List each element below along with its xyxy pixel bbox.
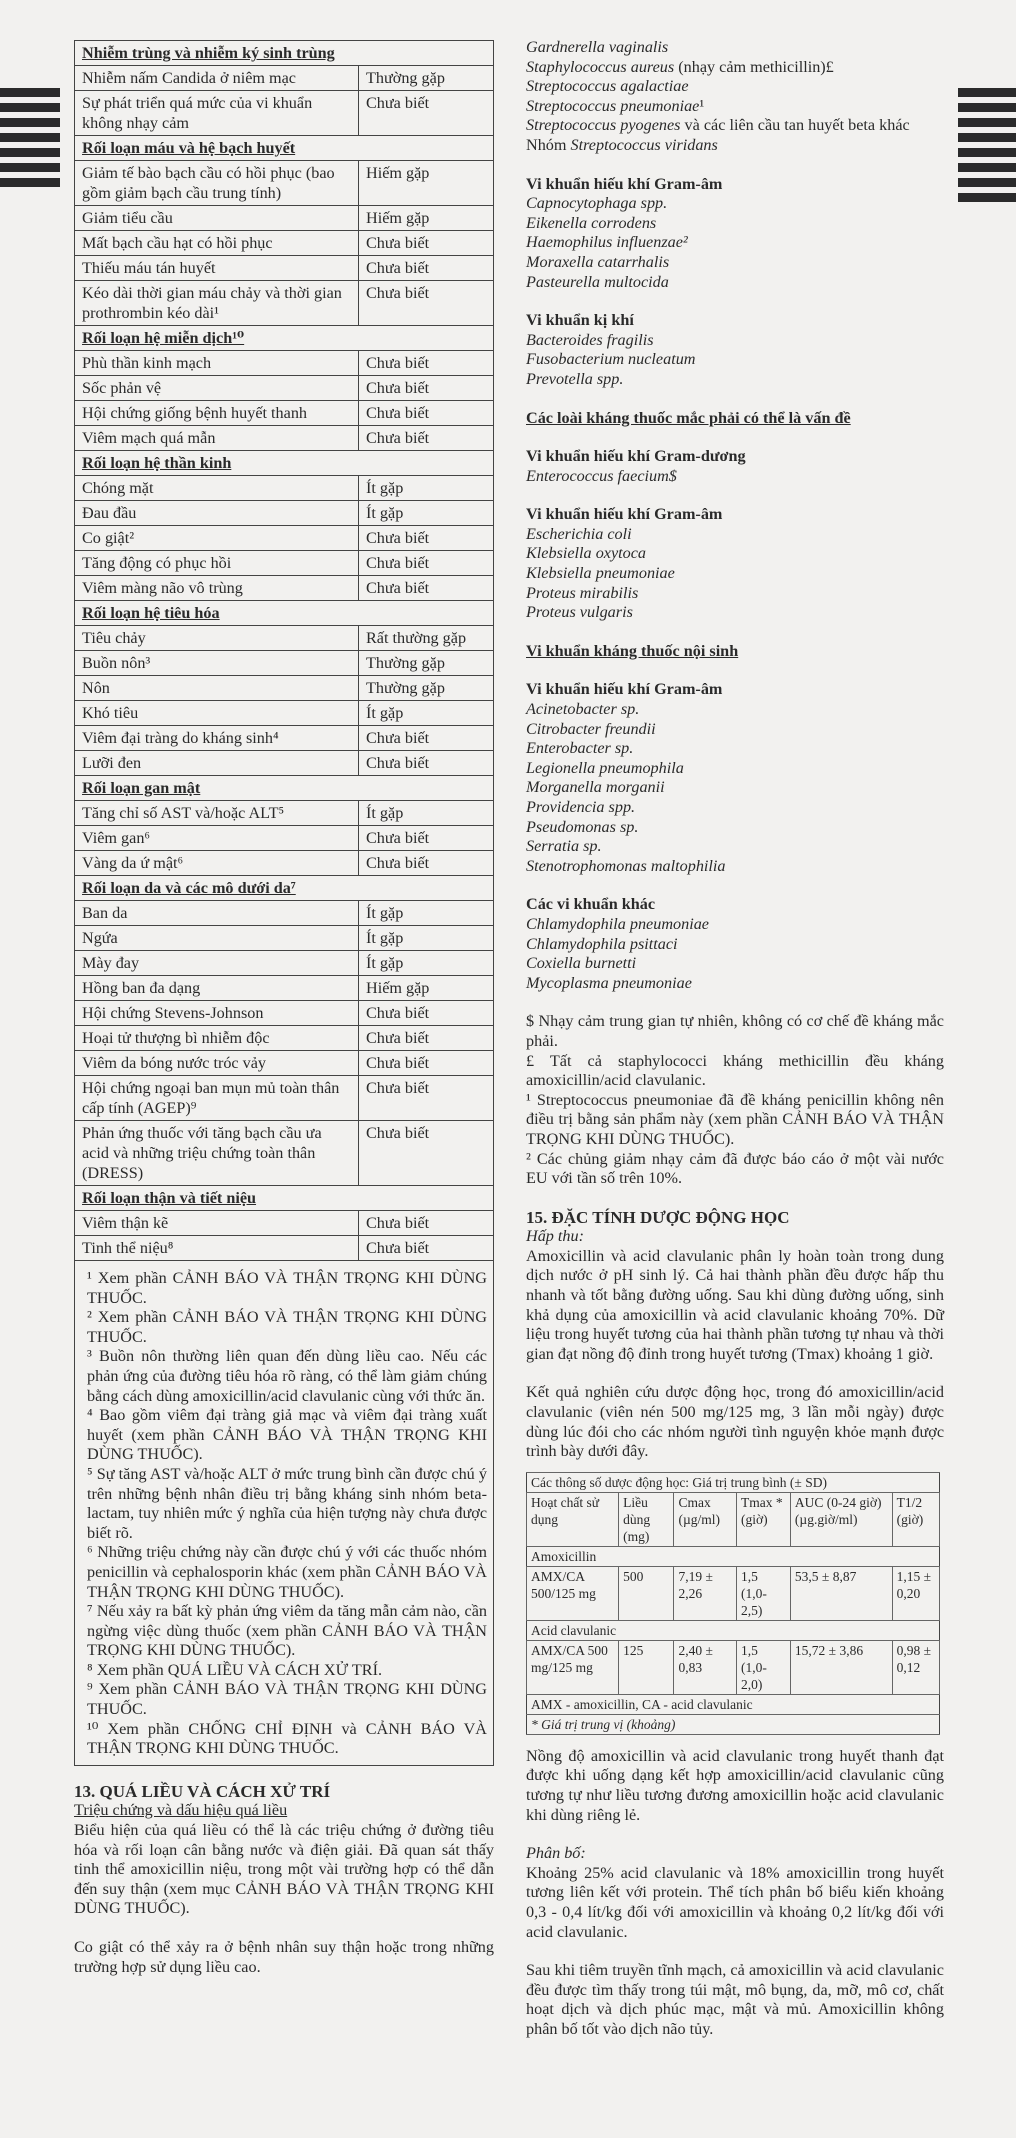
effect-frequency: Chưa biết (359, 851, 494, 876)
bacteria-item: Capnocytophaga spp. (526, 194, 668, 213)
table-row (75, 426, 494, 451)
effect-frequency: Thường gặp (359, 651, 494, 676)
acquired-resistance-heading: Các loài kháng thuốc mắc phải có thể là vấn đề (526, 408, 851, 427)
bacteria-item: Morganella morganii (526, 778, 665, 797)
effect-frequency: Rất thường gặp (359, 626, 494, 651)
table-row (75, 1121, 494, 1186)
overdose-title: 13. QUÁ LIỀU VÀ CÁCH XỬ TRÍ (74, 1781, 331, 1801)
table-row (75, 726, 494, 751)
effect-frequency: Ít gặp (359, 951, 494, 976)
effect-frequency: Chưa biết (359, 401, 494, 426)
bacteria-note: (nhạy cảm methicillin)£ (674, 57, 834, 76)
bacteria-item: Mycoplasma pneumoniae (526, 973, 692, 992)
pk-cell: 0,98 ± 0,12 (892, 1640, 939, 1694)
table-section-row (75, 601, 494, 626)
pk-table-caption: Các thông số dược động học: Giá trị trung bình (± SD) (527, 1472, 940, 1492)
table-row (75, 256, 494, 281)
pk-cell: 125 (619, 1640, 674, 1694)
table-row (75, 801, 494, 826)
effect-name: Giảm tế bào bạch cầu có hồi phục (bao gồm giảm bạch cầu trung tính) (75, 161, 359, 206)
bacteria-item: Citrobacter freundii (526, 719, 656, 738)
overdose-paragraph-2: Co giật có thể xảy ra ở bệnh nhân suy thận hoặc trong những trường hợp sử dụng liều cao. (74, 1938, 494, 1976)
bacteria-item: Stenotrophomonas maltophilia (526, 856, 726, 875)
effect-frequency: Chưa biết (359, 826, 494, 851)
effect-frequency: Chưa biết (359, 751, 494, 776)
table-section-row (75, 136, 494, 161)
pk-cell: AMX/CA 500 mg/125 mg (527, 1640, 619, 1694)
overdose-section (74, 1782, 494, 1977)
bacteria-item: Acinetobacter sp. (526, 700, 640, 719)
effect-name: Ngứa (75, 926, 359, 951)
pk-parameters-table (526, 1472, 940, 1735)
bacteria-item: Providencia spp. (526, 798, 636, 816)
effect-name: Viêm màng não vô trùng (75, 576, 359, 601)
inh-gram-neg-heading: Vi khuẩn hiếu khí Gram-âm (526, 680, 723, 699)
pk-table-row (527, 1640, 940, 1694)
table-row (75, 376, 494, 401)
effect-name: Buồn nôn³ (75, 651, 359, 676)
effect-frequency: Chưa biết (359, 551, 494, 576)
color-bar-left (0, 88, 60, 193)
table-row (75, 1236, 494, 1261)
effect-name: Viêm đại tràng do kháng sinh⁴ (75, 726, 359, 751)
table-row (75, 1026, 494, 1051)
pk-cell: 7,19 ± 2,26 (674, 1566, 736, 1620)
effect-name: Viêm da bóng nước tróc vảy (75, 1051, 359, 1076)
effect-name: Khó tiêu (75, 701, 359, 726)
bacteria-item: Enterobacter sp. (526, 739, 634, 758)
bacteria-item (526, 97, 944, 117)
table-row (75, 951, 494, 976)
pk-cell: 53,5 ± 8,87 (790, 1566, 892, 1620)
effect-name: Sự phát triển quá mức của vi khuẩn không nhạy cảm (75, 91, 359, 136)
effect-frequency: Chưa biết (359, 351, 494, 376)
table-row (75, 281, 494, 326)
bacteria-item: Klebsiella oxytoca (526, 544, 647, 563)
bacteria-name: Streptococcus pneumoniae (526, 96, 700, 115)
bacteria-item: Klebsiella pneumoniae (526, 564, 675, 583)
pk-group-clavulanic: Acid clavulanic (527, 1620, 940, 1640)
inh-gram-neg-list (526, 700, 944, 876)
effect-frequency: Thường gặp (359, 66, 494, 91)
effect-frequency: Chưa biết (359, 1121, 494, 1186)
bacteria-item: Chlamydophila psittaci (526, 934, 678, 953)
footnote: ⁷ Nếu xảy ra bất kỳ phản ứng viêm da tăng mẫn cảm nào, cần ngừng việc dùng thuốc (xem phần CẢNH BÁO VÀ THẬN TRỌNG KHI DÙNG THUỐC). (87, 1602, 487, 1660)
acq-gram-neg-list (526, 525, 944, 623)
bacteria-footnote: $ Nhạy cảm trung gian tự nhiên, không có cơ chế đề kháng mắc phải. (526, 1012, 944, 1050)
effect-frequency: Chưa biết (359, 376, 494, 401)
acq-gram-pos-heading: Vi khuẩn hiếu khí Gram-dương (526, 447, 746, 466)
bacteria-item: Bacteroides fragilis (526, 330, 654, 349)
table-row (75, 1211, 494, 1236)
effect-name: Hồng ban đa dạng (75, 976, 359, 1001)
effect-frequency: Thường gặp (359, 676, 494, 701)
effect-name: Thiếu máu tán huyết (75, 256, 359, 281)
pk-table-footnote-2: * Giá trị trung vị (khoảng) (527, 1714, 940, 1734)
pk-cell: T1/2 (giờ) (892, 1492, 939, 1546)
effect-name: Viêm gan⁶ (75, 826, 359, 851)
bacteria-prefix: Nhóm (526, 135, 571, 154)
bacteria-item: Moraxella catarrhalis (526, 252, 670, 271)
footnote: ² Xem phần CẢNH BÁO VÀ THẬN TRỌNG KHI DÙNG THUỐC. (87, 1308, 487, 1346)
effect-name: Viêm mạch quá mẫn (75, 426, 359, 451)
bacteria-item: Proteus mirabilis (526, 583, 639, 602)
effect-frequency: Chưa biết (359, 1051, 494, 1076)
bacteria-item: Fusobacterium nucleatum (526, 350, 696, 369)
bacteria-item (526, 136, 944, 156)
effect-frequency: Chưa biết (359, 1076, 494, 1121)
acq-gram-neg-heading: Vi khuẩn hiếu khí Gram-âm (526, 505, 723, 524)
effect-frequency: Hiếm gặp (359, 976, 494, 1001)
bacteria-note: và các liên cầu tan huyết beta khác (680, 116, 910, 135)
pk-paragraph-5: Sau khi tiêm truyền tĩnh mạch, cả amoxicillin và acid clavulanic đều được tìm thấy trong túi mật, mô bụng, da, mỡ, mô cơ, chất hoạt dịch và dịch phúc mạc, mật và mủ. Amoxicillin không phân bố tốt vào dịch não tủy. (526, 1961, 944, 2038)
table-row (75, 161, 494, 206)
table-row (75, 501, 494, 526)
effect-frequency: Ít gặp (359, 926, 494, 951)
section-heading: Rối loạn hệ miễn dịch¹⁰ (75, 326, 494, 351)
effect-name: Vàng da ứ mật⁶ (75, 851, 359, 876)
overdose-paragraph-1: Biểu hiện của quá liều có thể là các triệu chứng ở đường tiêu hóa và rối loạn cân bằng nước và điện giải. Đã quan sát thấy tinh thể amoxicillin niệu, trong một vài trường hợp có thể dẫn đến suy thận (xem mục CẢNH BÁO VÀ THẬN TRỌNG KHI DÙNG THUỐC). (74, 1821, 494, 1918)
effect-name: Ban da (75, 901, 359, 926)
acq-gram-pos-list (526, 467, 944, 487)
pk-cell: Cmax (µg/ml) (674, 1492, 736, 1546)
bacteria-item: Coxiella burnetti (526, 954, 637, 973)
left-column (74, 40, 494, 1977)
effect-name: Phù thần kinh mạch (75, 351, 359, 376)
footnote: ³ Buồn nôn thường liên quan đến dùng liều cao. Nếu các phản ứng của đường tiêu hóa rõ ràng, có thể làm giảm chúng bằng cách dùng amoxicillin/acid clavulanic cùng với thức ăn. (87, 1347, 487, 1405)
table-row (75, 1001, 494, 1026)
bacteria-name: Gardnerella vaginalis (526, 38, 669, 56)
table-row (75, 476, 494, 501)
effect-name: Chóng mặt (75, 476, 359, 501)
section-heading: Nhiễm trùng và nhiễm ký sinh trùng (75, 41, 494, 66)
pk-paragraph-4: Khoảng 25% acid clavulanic và 18% amoxicillin trong huyết tương liên kết với protein. Thể tích phân bố biểu kiến khoảng 0,3 - 0,4 lít/kg đối với amoxicillin và khoảng 0,2 lít/kg đối với acid clavulanic. (526, 1863, 944, 1941)
table-row (75, 626, 494, 651)
bacteria-item: Proteus vulgaris (526, 603, 633, 622)
footnote: ⁶ Những triệu chứng này cần được chú ý với các thuốc nhóm penicillin và cephalosporin khác (xem phần CẢNH BÁO VÀ THẬN TRỌNG KHI DÙNG THUỐC). (87, 1543, 487, 1601)
pk-paragraph-2: Kết quả nghiên cứu dược động học, trong đó amoxicillin/acid clavulanic (viên nén 500 mg/125 mg, 3 lần mỗi ngày) được dùng lúc đói cho các nhóm người tình nguyện khỏe mạnh được trình bày dưới đây. (526, 1383, 944, 1461)
pk-table-row (527, 1566, 940, 1620)
table-row (75, 826, 494, 851)
pk-cell: 500 (619, 1566, 674, 1620)
effect-name: Hội chứng Stevens-Johnson (75, 1001, 359, 1026)
effect-name: Giảm tiểu cầu (75, 206, 359, 231)
bacteria-item (526, 58, 944, 78)
bacteria-name: Streptococcus pyogenes (526, 116, 681, 135)
bacteria-item: Eikenella corrodens (526, 213, 657, 232)
effect-frequency: Chưa biết (359, 1001, 494, 1026)
pk-cell: 1,5 (1,0-2,5) (736, 1566, 790, 1620)
right-column (526, 38, 944, 2040)
bacteria-note: ¹ (699, 96, 705, 115)
table-row (75, 701, 494, 726)
table-row (75, 751, 494, 776)
absorption-label: Hấp thu: (526, 1227, 584, 1246)
pk-cell: Liều dùng (mg) (619, 1492, 674, 1546)
adverse-effects-table (74, 40, 494, 1261)
table-section-row (75, 776, 494, 801)
pk-table-header (527, 1492, 940, 1546)
table-row (75, 651, 494, 676)
effect-name: Tiêu chảy (75, 626, 359, 651)
bacteria-name: Streptococcus agalactiae (526, 77, 689, 96)
section-heading: Rối loạn da và các mô dưới da⁷ (75, 876, 494, 901)
other-bacteria-list (526, 915, 944, 993)
effect-frequency: Chưa biết (359, 281, 494, 326)
table-row (75, 66, 494, 91)
effect-frequency: Chưa biết (359, 576, 494, 601)
effect-frequency: Chưa biết (359, 1211, 494, 1236)
section-heading: Rối loạn hệ thần kinh (75, 451, 494, 476)
section-heading: Rối loạn gan mật (75, 776, 494, 801)
anaerobic-list (526, 331, 944, 390)
effect-frequency: Hiếm gặp (359, 161, 494, 206)
effect-name: Tăng chỉ số AST và/hoặc ALT⁵ (75, 801, 359, 826)
table-section-row (75, 876, 494, 901)
bacteria-item: Prevotella spp. (526, 369, 624, 388)
effect-name: Mất bạch cầu hạt có hồi phục (75, 231, 359, 256)
gram-neg-aerobic-list (526, 194, 944, 292)
gram-neg-aerobic-heading: Vi khuẩn hiếu khí Gram-âm (526, 174, 723, 193)
footnote: ⁹ Xem phần CẢNH BÁO VÀ THẬN TRỌNG KHI DÙNG THUỐC. (87, 1680, 487, 1719)
pk-title: 15. ĐẶC TÍNH DƯỢC ĐỘNG HỌC (526, 1207, 790, 1227)
effect-frequency: Chưa biết (359, 726, 494, 751)
bacteria-footnote: £ Tất cả staphylococci kháng methicillin đều kháng amoxicillin/acid clavulanic. (526, 1051, 944, 1090)
pk-cell: 1,15 ± 0,20 (892, 1566, 939, 1620)
table-row (75, 231, 494, 256)
table-section-row (75, 41, 494, 66)
effect-name: Nôn (75, 676, 359, 701)
distribution-label: Phân bố: (526, 1844, 586, 1863)
other-bacteria-heading: Các vi khuẩn khác (526, 895, 656, 914)
bacteria-item: Haemophilus influenzae² (526, 233, 688, 252)
effect-frequency: Chưa biết (359, 91, 494, 136)
table-row (75, 1051, 494, 1076)
pk-cell: Hoạt chất sử dụng (527, 1492, 619, 1546)
bacteria-item: Enterococcus faecium$ (526, 466, 677, 485)
effect-name: Kéo dài thời gian máu chảy và thời gian prothrombin kéo dài¹ (75, 281, 359, 326)
table-row (75, 851, 494, 876)
pk-paragraph-3: Nồng độ amoxicillin và acid clavulanic trong huyết thanh đạt được khi uống dạng kết hợp amoxicillin/acid clavulanic cũng tương tự như liều tương đương amoxicillin hoặc acid clavulanic khi dùng riêng lẻ. (526, 1746, 944, 1824)
table-row (75, 91, 494, 136)
footnote: ¹⁰ Xem phần CHỐNG CHỈ ĐỊNH và CẢNH BÁO VÀ THẬN TRỌNG KHI DÙNG THUỐC. (87, 1719, 487, 1758)
table-row (75, 526, 494, 551)
effect-name: Hội chứng giống bệnh huyết thanh (75, 401, 359, 426)
effect-name: Mày đay (75, 951, 359, 976)
anaerobic-heading: Vi khuẩn kị khí (526, 311, 634, 330)
effect-frequency: Chưa biết (359, 256, 494, 281)
section-heading: Rối loạn thận và tiết niệu (75, 1186, 494, 1211)
footnote: ⁸ Xem phần QUÁ LIỀU VÀ CÁCH XỬ TRÍ. (87, 1660, 383, 1679)
bacteria-item: Escherichia coli (526, 524, 632, 543)
effect-frequency: Chưa biết (359, 526, 494, 551)
table-row (75, 926, 494, 951)
effect-name: Hội chứng ngoại ban mụn mủ toàn thân cấp tính (AGEP)⁹ (75, 1076, 359, 1121)
overdose-subtitle: Triệu chứng và dấu hiệu quá liều (74, 1801, 288, 1820)
effect-frequency: Chưa biết (359, 426, 494, 451)
table-row (75, 351, 494, 376)
table-row (75, 1076, 494, 1121)
effect-frequency: Chưa biết (359, 1236, 494, 1261)
effect-name: Viêm thận kẽ (75, 1211, 359, 1236)
bacteria-item: Pasteurella multocida (526, 272, 669, 291)
color-bar-right (958, 88, 1016, 208)
effect-name: Lưỡi đen (75, 751, 359, 776)
effect-name: Đau đầu (75, 501, 359, 526)
effect-name: Nhiễm nấm Candida ở niêm mạc (75, 66, 359, 91)
bacteria-item: Chlamydophila pneumoniae (526, 914, 709, 933)
bacteria-item: Legionella pneumophila (526, 758, 684, 777)
section-heading: Rối loạn máu và hệ bạch huyết (75, 136, 494, 161)
pk-cell: Tmax * (giờ) (736, 1492, 790, 1546)
footnote: ¹ Xem phần CẢNH BÁO VÀ THẬN TRỌNG KHI DÙNG THUỐC. (87, 1269, 487, 1307)
pk-cell: 1,5 (1,0-2,0) (736, 1640, 790, 1694)
effect-name: Phản ứng thuốc với tăng bạch cầu ưa acid và những triệu chứng toàn thân (DRESS) (75, 1121, 359, 1186)
pk-paragraph-1: Amoxicillin và acid clavulanic phân ly hoàn toàn trong dung dịch nước ở pH sinh lý. Cả hai thành phần đều được hấp thu nhanh và tốt bằng đường uống. Sau khi dùng đường uống, sinh khả dụng của amoxicillin và acid clavulanic khoảng 70%. Dữ liệu trong huyết tương của hai thành phần tương tự nhau và thời gian đạt nồng độ đỉnh trong huyết tương (Tmax) khoảng 1 giờ. (526, 1246, 944, 1363)
table-row (75, 206, 494, 231)
adverse-effects-notes (74, 1261, 494, 1766)
bacteria-item: Serratia sp. (526, 837, 602, 856)
table-row (75, 401, 494, 426)
footnote: ⁵ Sự tăng AST và/hoặc ALT ở mức trung bình cần được chú ý trên những bệnh nhân điều trị bằng kháng sinh nhóm beta-lactam, tuy nhiên mức ý nghĩa của hiện tượng này chưa được biết rõ. (87, 1464, 487, 1542)
bacteria-item: Pseudomonas sp. (526, 817, 639, 836)
table-row (75, 676, 494, 701)
effect-frequency: Ít gặp (359, 476, 494, 501)
bacteria-footnotes (526, 1012, 944, 1188)
effect-name: Hoại tử thượng bì nhiễm độc (75, 1026, 359, 1051)
bacteria-item (526, 38, 944, 58)
effect-frequency: Chưa biết (359, 231, 494, 256)
effect-name: Tinh thể niệu⁸ (75, 1236, 359, 1261)
effect-frequency: Ít gặp (359, 801, 494, 826)
pk-cell: 15,72 ± 3,86 (790, 1640, 892, 1694)
bacteria-footnote: ² Các chủng giảm nhạy cảm đã được báo cáo ở một vài nước EU với tần số trên 10%. (526, 1149, 944, 1188)
pk-cell: AUC (0-24 giờ) (µg.giờ/ml) (790, 1492, 892, 1546)
pk-cell: 2,40 ± 0,83 (674, 1640, 736, 1694)
table-row (75, 551, 494, 576)
effect-frequency: Ít gặp (359, 501, 494, 526)
effect-frequency: Hiếm gặp (359, 206, 494, 231)
effect-frequency: Chưa biết (359, 1026, 494, 1051)
table-row (75, 901, 494, 926)
section-heading: Rối loạn hệ tiêu hóa (75, 601, 494, 626)
effect-name: Co giật² (75, 526, 359, 551)
pk-group-amoxicillin: Amoxicillin (527, 1546, 940, 1566)
table-section-row (75, 451, 494, 476)
table-row (75, 576, 494, 601)
table-section-row (75, 1186, 494, 1211)
pk-table-footnote-1: AMX - amoxicillin, CA - acid clavulanic (527, 1694, 940, 1714)
bacteria-item (526, 116, 944, 136)
bacteria-name: Staphylococcus aureus (526, 57, 675, 76)
effect-frequency: Ít gặp (359, 701, 494, 726)
effect-name: Tăng động có phục hồi (75, 551, 359, 576)
susceptible-list (526, 38, 944, 156)
bacteria-footnote: ¹ Streptococcus pneumoniae đã đề kháng penicillin không nên điều trị bằng sản phẩm này (xem phần CẢNH BÁO VÀ THẬN TRỌNG KHI DÙNG THUỐC). (526, 1090, 944, 1148)
effect-frequency: Ít gặp (359, 901, 494, 926)
bacteria-item (526, 77, 944, 97)
table-row (75, 976, 494, 1001)
footnote: ⁴ Bao gồm viêm đại tràng giả mạc và viêm đại tràng xuất huyết (xem phần CẢNH BÁO VÀ THẬN TRỌNG KHI DÙNG THUỐC). (87, 1406, 487, 1464)
bacteria-name: Streptococcus viridans (570, 135, 718, 154)
effect-name: Sốc phản vệ (75, 376, 359, 401)
inherent-resistance-heading: Vi khuẩn kháng thuốc nội sinh (526, 641, 739, 660)
table-section-row (75, 326, 494, 351)
pk-cell: AMX/CA 500/125 mg (527, 1566, 619, 1620)
